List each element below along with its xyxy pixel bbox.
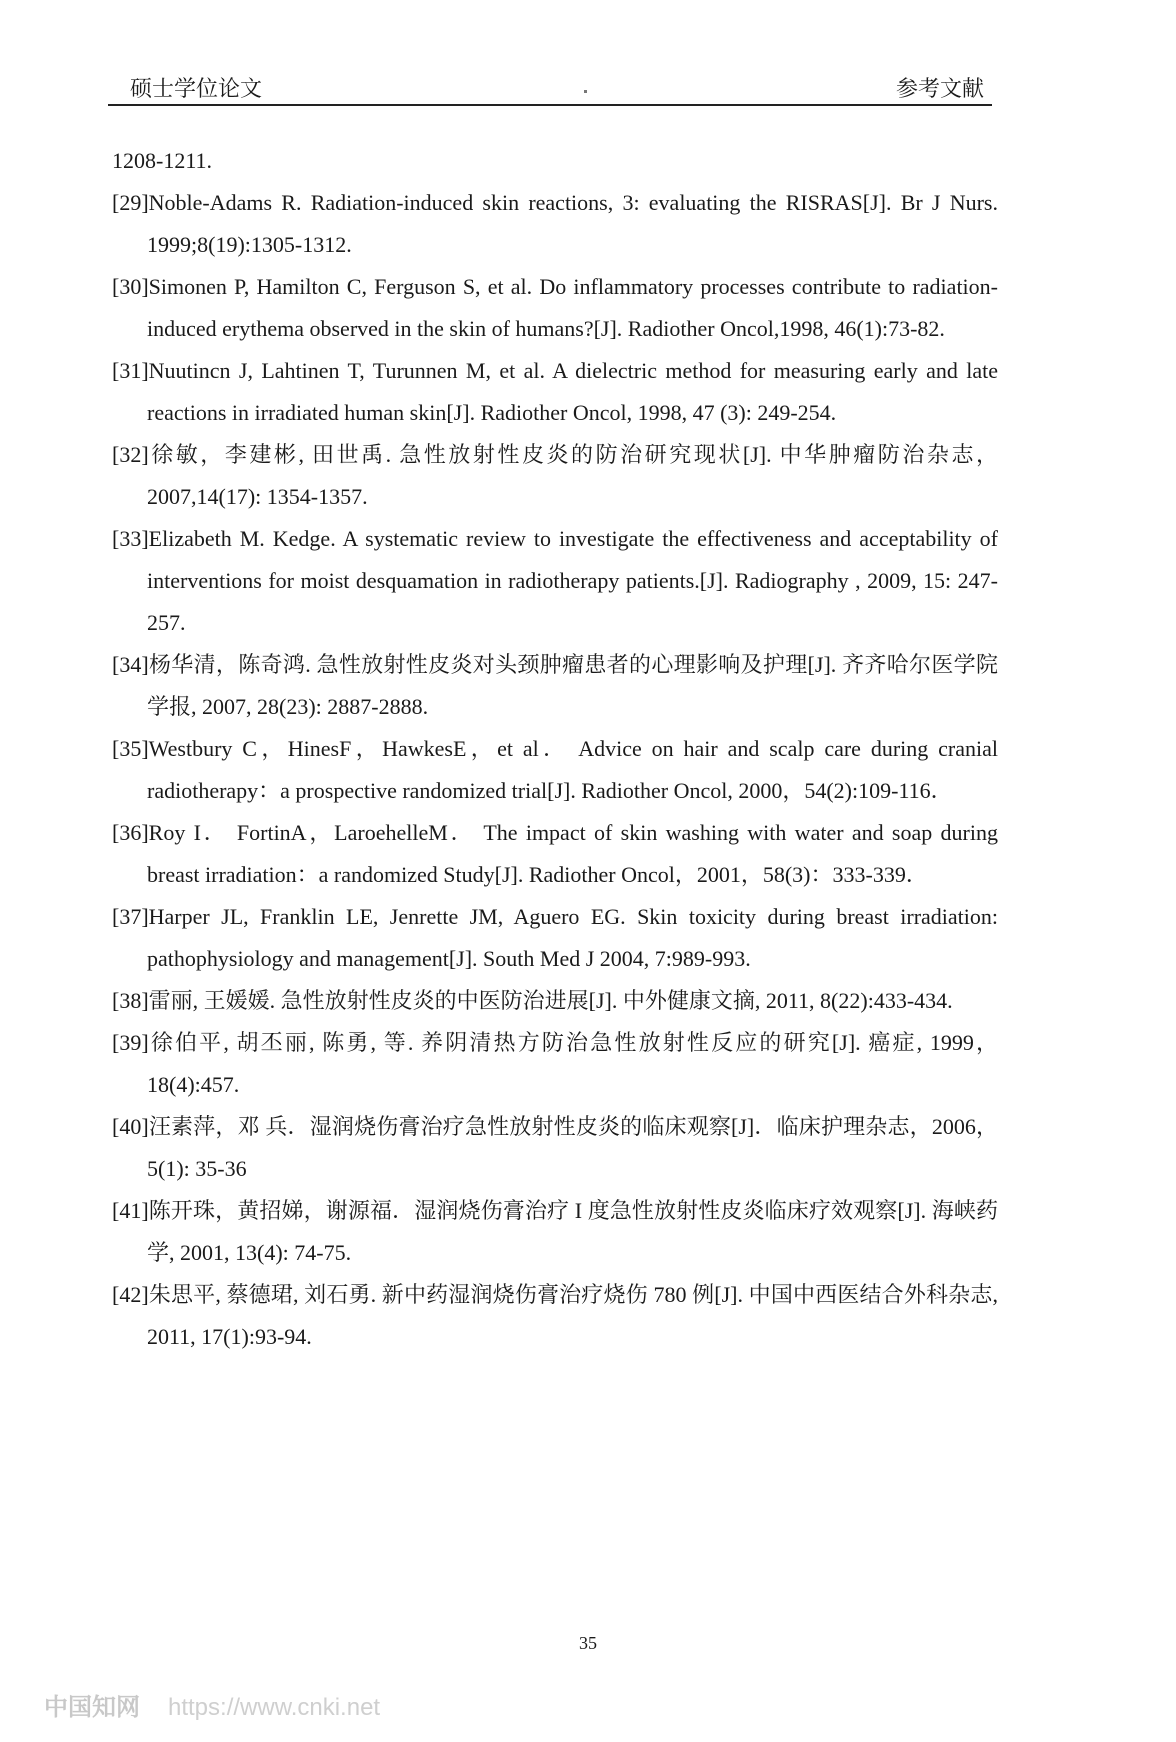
cnki-watermark	[44, 1687, 380, 1722]
reference-item: [41]陈开珠，黄招娣，谢源福．湿润烧伤膏治疗 I 度急性放射性皮炎临床疗效观察[J]. 海峡药学, 2001, 13(4): 74-75.	[112, 1198, 998, 1265]
header-dot	[584, 90, 587, 93]
reference-item: [35]Westbury C，HinesF，HawkesE，et al． Advice on hair and scalp care during cranial radiotherapy：a prospective randomized trial[J]. Radiother Oncol, 2000，54(2):109-116．	[112, 736, 998, 803]
reference-item: [30]Simonen P, Hamilton C, Ferguson S, et al. Do inflammatory processes contribute to radiation-induced erythema observed in the skin of humans?[J]. Radiother Oncol,1998, 46(1):73-82.	[112, 274, 998, 341]
reference-item: 1208-1211.	[112, 148, 213, 173]
reference-item: [37]Harper JL, Franklin LE, Jenrette JM, Aguero EG. Skin toxicity during breast irradiation: pathophysiology and management[J]. South Med J 2004, 7:989-993.	[112, 904, 998, 971]
header-thesis-title: 硕士学位论文	[130, 76, 263, 101]
reference-item: [29]Noble-Adams R. Radiation-induced skin reactions, 3: evaluating the RISRAS[J]. Br J Nurs. 1999;8(19):1305-1312.	[112, 190, 998, 257]
reference-item: [31]Nuutincn J, Lahtinen T, Turunnen M, et al. A dielectric method for measuring early and late reactions in irradiated human skin[J]. Radiother Oncol, 1998, 47 (3): 249-254.	[112, 358, 998, 425]
running-header	[108, 72, 992, 106]
reference-item: [40]汪素萍，邓 兵．湿润烧伤膏治疗急性放射性皮炎的临床观察[J]．临床护理杂志，2006，5(1): 35-36	[112, 1114, 998, 1181]
reference-item: [39]徐伯平, 胡丕丽, 陈勇, 等. 养阴清热方防治急性放射性反应的研究[J]. 癌症, 1999，18(4):457.	[112, 1030, 998, 1097]
reference-item: [42]朱思平, 蔡德珺, 刘石勇. 新中药湿润烧伤膏治疗烧伤 780 例[J]. 中国中西医结合外科杂志, 2011, 17(1):93-94.	[112, 1282, 998, 1349]
header-section-title: 参考文献	[895, 76, 984, 101]
watermark-url: https://www.cnki.net	[168, 1694, 381, 1721]
reference-list	[112, 140, 998, 1358]
reference-item: [34]杨华清，陈奇鸿. 急性放射性皮炎对头颈肿瘤患者的心理影响及护理[J]. 齐齐哈尔医学院学报, 2007, 28(23): 2887-2888.	[112, 652, 998, 719]
reference-item: [32]徐敏，李建彬, 田世禹. 急性放射性皮炎的防治研究现状[J]. 中华肿瘤防治杂志，2007,14(17): 1354-1357.	[112, 442, 998, 509]
watermark-brand: 中国知网	[44, 1694, 140, 1721]
reference-item: [33]Elizabeth M. Kedge. A systematic review to investigate the effectiveness and acceptability of interventions for moist desquamation in radiotherapy patients.[J]. Radiography , 2009, 15: 247-257.	[112, 526, 998, 635]
reference-item: [38]雷丽, 王媛媛. 急性放射性皮炎的中医防治进展[J]. 中外健康文摘, 2011, 8(22):433-434.	[112, 988, 953, 1013]
reference-item: [36]Roy I． FortinA，LaroehelleM． The impact of skin washing with water and soap during breast irradiation：a randomized Study[J]. Radiother Oncol，2001，58(3)：333-339．	[112, 820, 998, 887]
page-number: 35	[579, 1633, 597, 1653]
